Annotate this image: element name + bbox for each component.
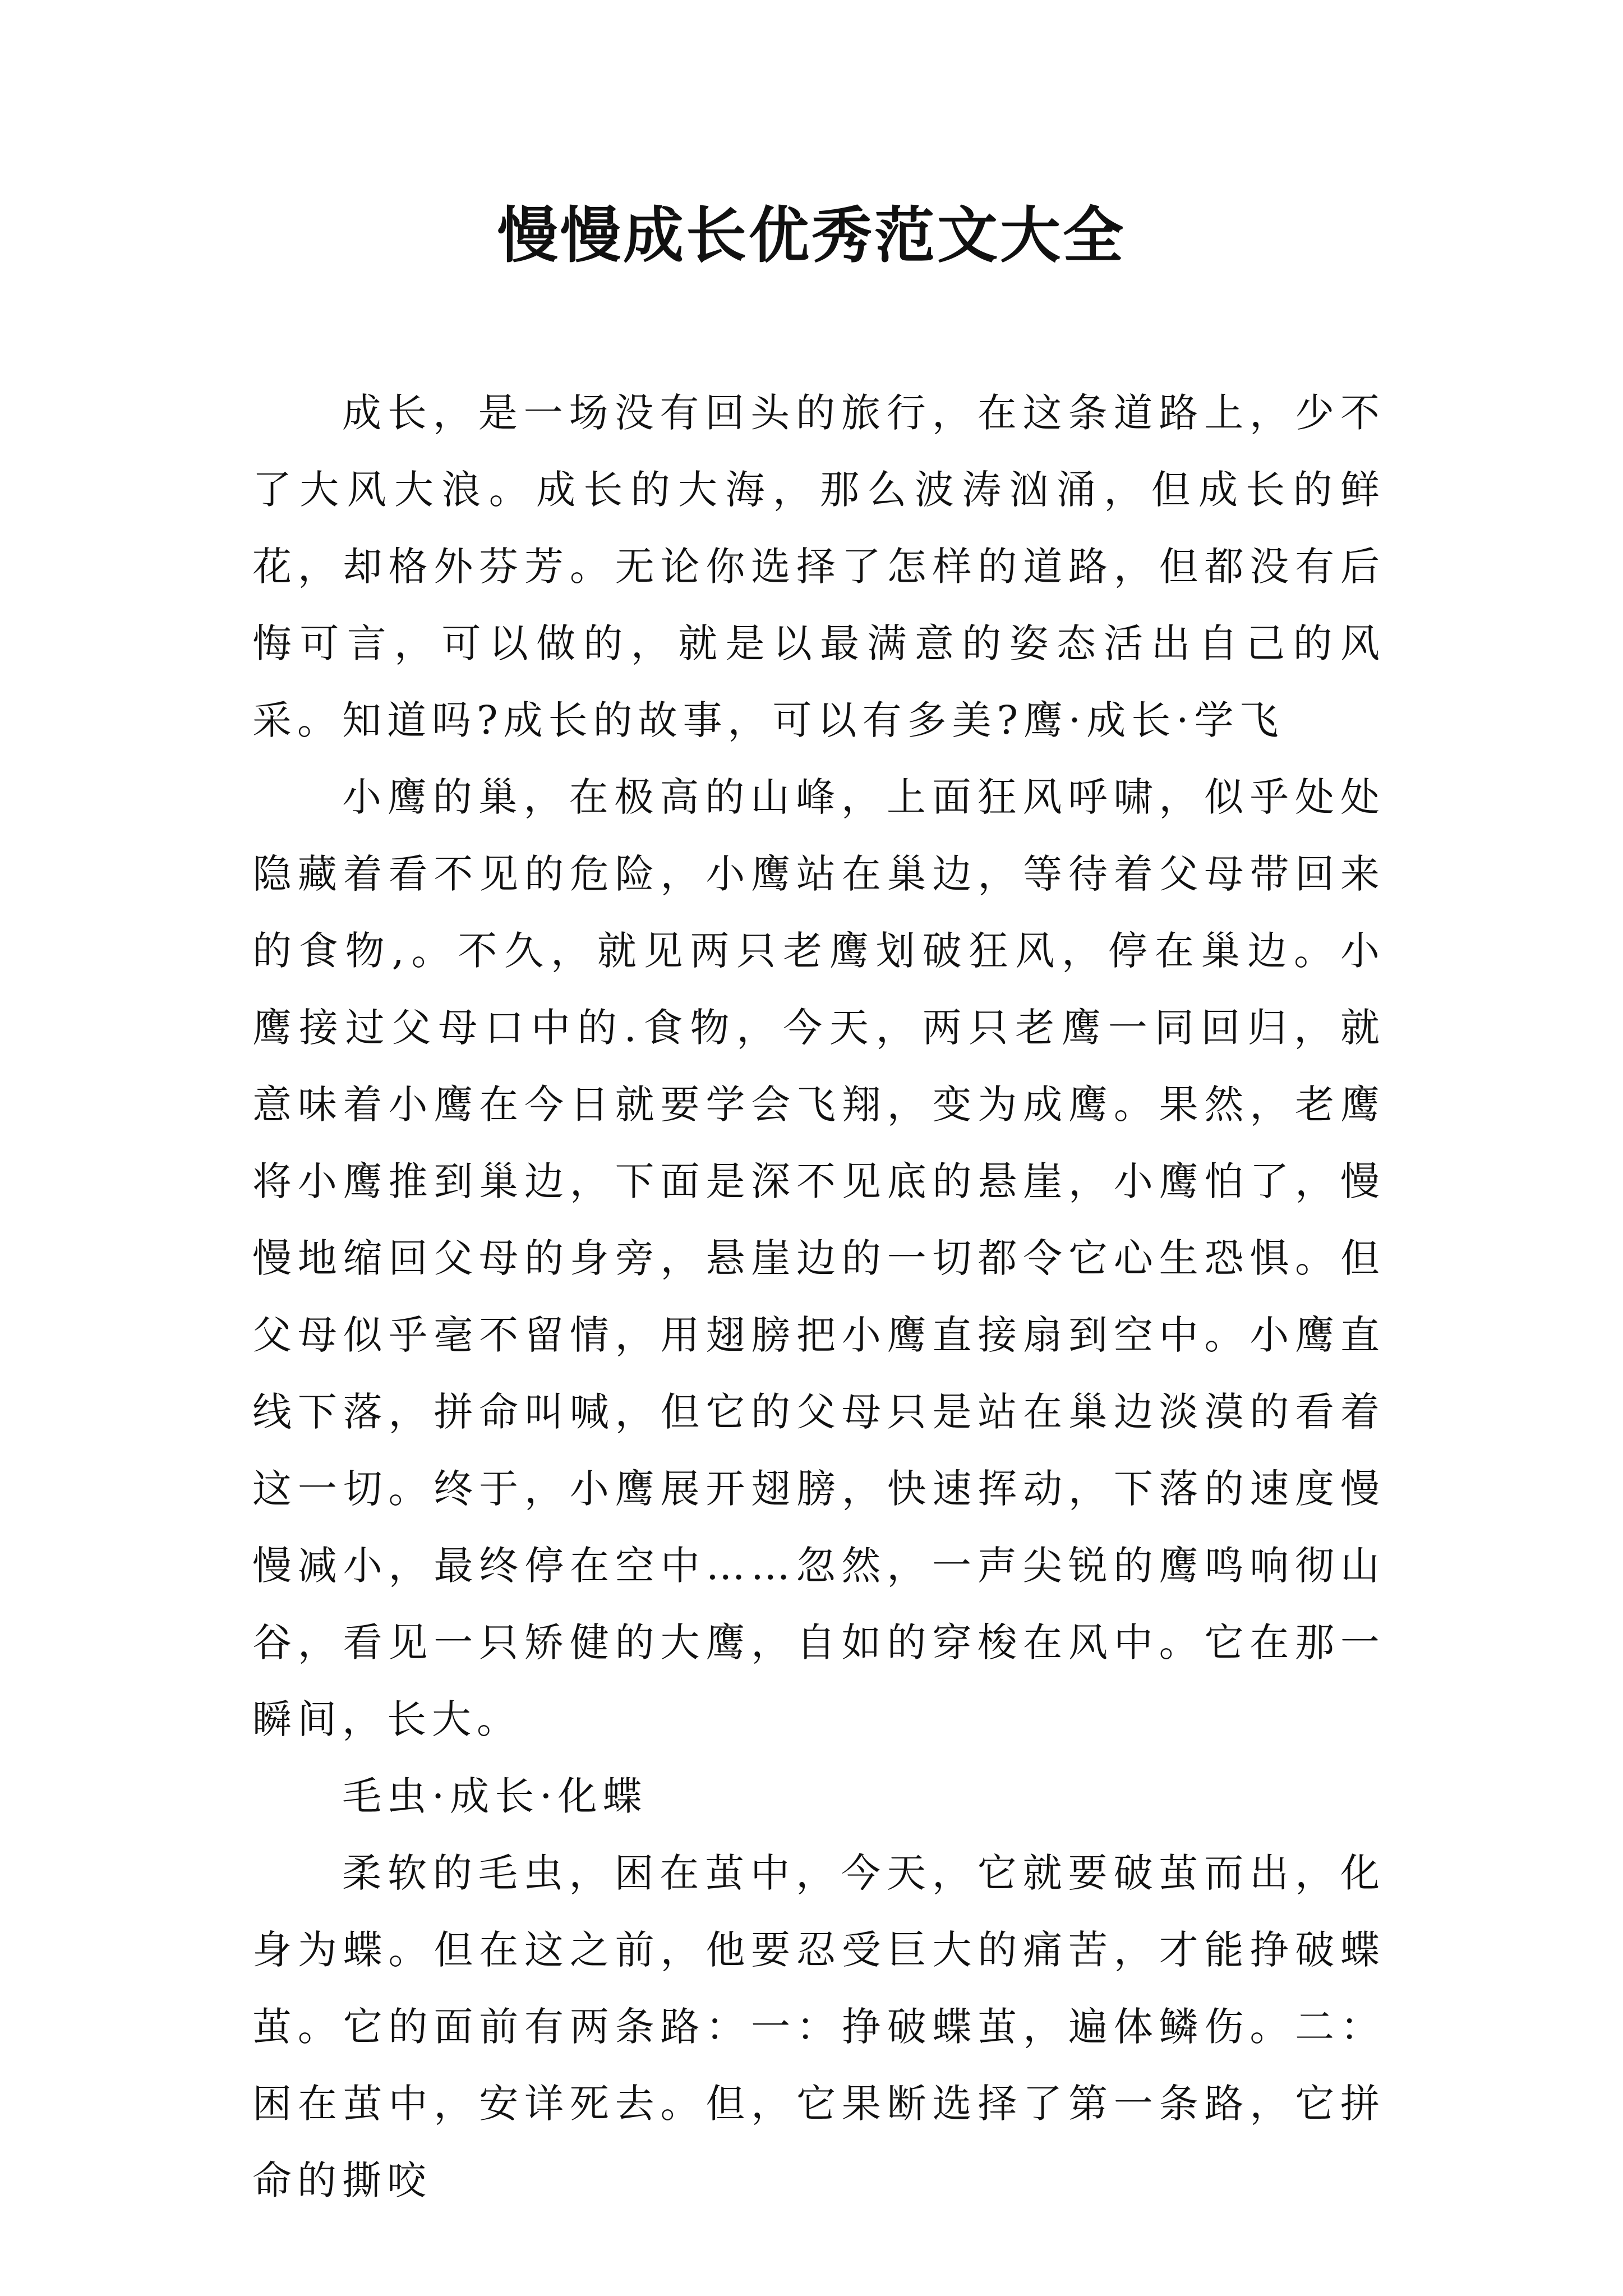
document-title: 慢慢成长优秀范文大全	[497, 200, 1126, 271]
paragraph-1: 成长，是一场没有回头的旅行，在这条道路上，少不了大风大浪。成长的大海，那么波涛汹涌，但成长的鲜花，却格外芬芳。无论你选择了怎样的道路，但都没有后悔可言，可以做的，就是以最满意的姿态活出自己的风采。知道吗?成长的故事，可以有多美?鹰·成长·学飞	[252, 390, 1385, 743]
document-body	[252, 375, 1385, 2219]
paragraph-3: 柔软的毛虫，困在茧中，今天，它就要破茧而出，化身为蝶。但在这之前，他要忍受巨大的痛苦，才能挣破蝶茧。它的面前有两条路：一：挣破蝶茧，遍体鳞伤。二：困在茧中，安详死去。但，它果断选择了第一条路，它拼命的撕咬	[252, 1850, 1385, 2203]
section-heading-caterpillar: 毛虫·成长·化蝶	[342, 1773, 648, 1819]
paragraph-2: 小鹰的巢，在极高的山峰，上面狂风呼啸，似乎处处隐藏着看不见的危险，小鹰站在巢边，等待着父母带回来的食物,。不久，就见两只老鹰划破狂风，停在巢边。小鹰接过父母口中的.食物，今天，两只老鹰一同回归，就意味着小鹰在今日就要学会飞翔，变为成鹰。果然，老鹰将小鹰推到巢边，下面是深不见底的悬崖，小鹰怕了，慢慢地缩回父母的身旁，悬崖边的一切都令它心生恐惧。但父母似乎毫不留情，用翅膀把小鹰直接扇到空中。小鹰直线下落，拼命叫喊，但它的父母只是站在巢边淡漠的看着这一切。终于，小鹰展开翅膀，快速挥动，下落的速度慢慢减小，最终停在空中……忽然，一声尖锐的鹰鸣响彻山谷，看见一只矫健的大鹰，自如的穿梭在风中。它在那一瞬间，长大。	[252, 774, 1385, 1742]
